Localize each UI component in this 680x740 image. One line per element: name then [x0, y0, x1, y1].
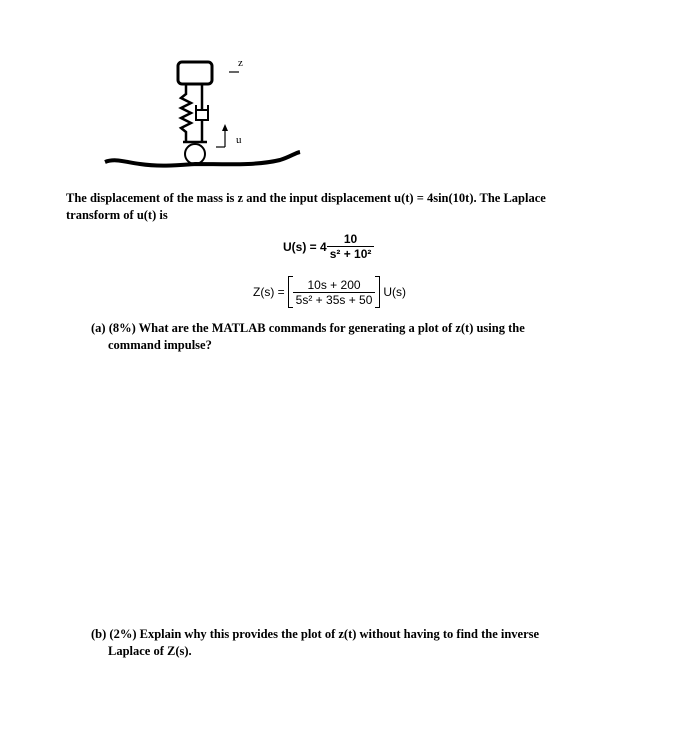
intro-line-2: transform of u(t) is: [66, 208, 168, 222]
label-u: u: [236, 134, 242, 146]
intro-line-1: The displacement of the mass is z and the input displacement u(t) = 4sin(10t). The Laplace: [66, 191, 546, 205]
question-a: [91, 320, 631, 354]
mass-spring-figure: [95, 50, 310, 175]
spring: [181, 84, 191, 142]
question-b: [91, 626, 631, 660]
equation1-lhs: U(s) = 4: [283, 239, 327, 254]
equation2-rhs: U(s): [383, 285, 407, 299]
equation1-numerator: 10: [343, 232, 358, 246]
question-b-line-2: Laplace of Z(s).: [108, 644, 192, 658]
label-z: z: [238, 57, 243, 69]
equation2-lhs: Z(s) =: [253, 285, 285, 299]
equation-z-of-s: [253, 276, 406, 308]
question-b-line-1: (b) (2%) Explain why this provides the plot of z(t) without having to find the inverse: [91, 627, 540, 641]
u-arrow-head: [222, 124, 228, 131]
equation2-denominator: 5s² + 35s + 50: [293, 292, 376, 307]
equation2-numerator: 10s + 200: [307, 277, 361, 292]
equation1-denominator: s² + 10²: [327, 246, 375, 261]
question-a-line-1: (a) (8%) What are the MATLAB commands for generating a plot of z(t) using the: [91, 321, 525, 335]
question-a-line-2: command impulse?: [108, 338, 212, 352]
equation-u-of-s: [283, 232, 374, 261]
equation2-fraction: [293, 278, 376, 307]
mass-spring-diagram: [95, 50, 310, 175]
mass-block: [178, 62, 212, 84]
equation1-fraction: [327, 232, 375, 261]
wheel: [185, 144, 205, 164]
intro-paragraph: [66, 190, 626, 224]
right-bracket: [375, 276, 380, 308]
